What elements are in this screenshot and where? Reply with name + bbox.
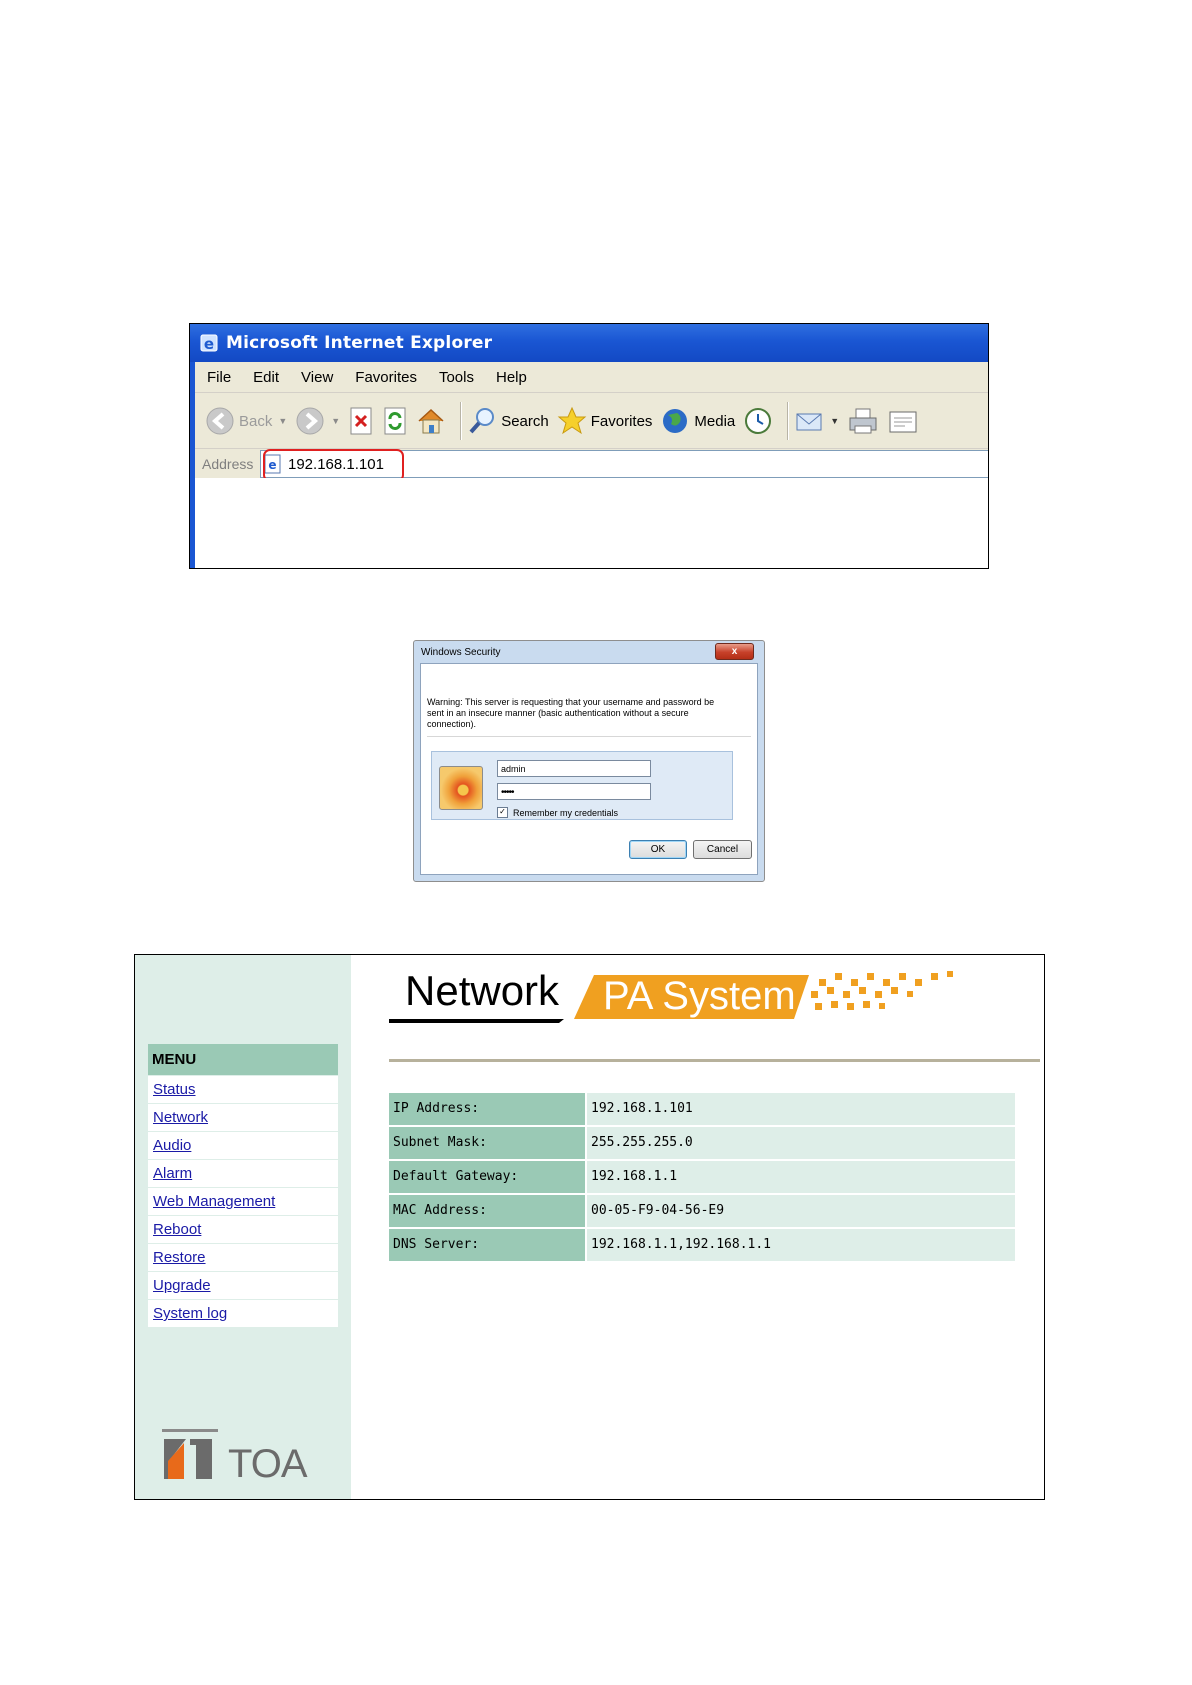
remember-label: Remember my credentials [513, 807, 619, 818]
media-button[interactable] [660, 406, 735, 436]
edit-page-icon [887, 406, 919, 436]
toolbar-separator [460, 402, 461, 440]
toolbar-separator [787, 402, 788, 440]
username-field[interactable]: admin [497, 760, 651, 777]
table-row [389, 1229, 1015, 1261]
menu-tools[interactable]: Tools [438, 368, 474, 386]
svg-text:e: e [268, 458, 277, 472]
page-content-area [195, 478, 988, 568]
history-button[interactable] [743, 406, 773, 436]
forward-button[interactable] [295, 406, 340, 436]
menu-link[interactable]: Restore [153, 1249, 206, 1266]
mac-address-label: MAC Address: [389, 1195, 585, 1227]
search-icon [467, 406, 497, 436]
sidebar-item-restore[interactable] [148, 1244, 338, 1271]
menu-link[interactable]: Alarm [153, 1165, 193, 1182]
mail-button[interactable] [794, 406, 839, 436]
menu-header: MENU [148, 1044, 338, 1075]
subnet-mask-value: 255.255.255.0 [587, 1127, 1015, 1159]
divider [427, 736, 751, 737]
favorites-button[interactable] [557, 406, 653, 436]
remember-checkbox[interactable]: ✓ [497, 807, 508, 818]
home-button[interactable] [416, 406, 446, 436]
media-label: Media [694, 412, 736, 430]
toolbar [195, 392, 988, 449]
stop-button[interactable] [348, 406, 374, 436]
toa-emblem-icon [162, 1429, 218, 1481]
sidebar-item-upgrade[interactable] [148, 1272, 338, 1299]
sidebar [135, 955, 351, 1499]
table-row [389, 1093, 1015, 1125]
pa-system-page [134, 954, 1045, 1500]
table-row [389, 1195, 1015, 1227]
ie-logo-icon [198, 332, 220, 354]
cancel-button[interactable]: Cancel [693, 840, 752, 859]
banner-network-text: Network [405, 967, 560, 1014]
mac-address-value: 00-05-F9-04-56-E9 [587, 1195, 1015, 1227]
print-button[interactable] [847, 406, 879, 436]
menu-file[interactable]: File [207, 368, 232, 386]
menu-link[interactable]: Network [153, 1109, 209, 1126]
menu-link[interactable]: Web Management [153, 1193, 276, 1210]
menu-link[interactable]: Reboot [153, 1221, 202, 1238]
forward-dropdown-icon[interactable]: ▼ [331, 416, 341, 426]
banner-pa-system-text: PA System [603, 974, 796, 1018]
address-value: 192.168.1.101 [288, 455, 384, 473]
mail-icon [794, 406, 824, 436]
window-title: Microsoft Internet Explorer [226, 333, 493, 353]
menu-help[interactable]: Help [496, 368, 527, 386]
forward-arrow-icon [295, 406, 325, 436]
remember-row [497, 807, 618, 818]
stop-icon [348, 406, 374, 436]
sidebar-item-system-log[interactable] [148, 1300, 338, 1327]
menu-favorites[interactable]: Favorites [355, 368, 417, 386]
default-gateway-label: Default Gateway: [389, 1161, 585, 1193]
menu-link[interactable]: Upgrade [153, 1277, 211, 1294]
ie-window [189, 323, 989, 569]
title-bar [190, 324, 988, 362]
header-rule [389, 1059, 1040, 1062]
table-row [389, 1161, 1015, 1193]
table-row [389, 1127, 1015, 1159]
globe-icon [660, 406, 690, 436]
dns-server-value: 192.168.1.1,192.168.1.1 [587, 1229, 1015, 1261]
svg-text:e: e [203, 335, 215, 353]
back-label: Back [239, 412, 273, 430]
menu-edit[interactable]: Edit [253, 368, 280, 386]
favorites-label: Favorites [590, 412, 653, 430]
network-pa-system-banner [389, 961, 989, 1023]
ip-address-label: IP Address: [389, 1093, 585, 1125]
refresh-button[interactable] [382, 406, 408, 436]
dns-server-label: DNS Server: [389, 1229, 585, 1261]
default-gateway-value: 192.168.1.1 [587, 1161, 1015, 1193]
menu-link[interactable]: Status [153, 1081, 196, 1098]
sidebar-item-audio[interactable] [148, 1132, 338, 1159]
star-icon [557, 406, 587, 436]
refresh-icon [382, 406, 408, 436]
credential-tile [431, 751, 733, 820]
menu-link[interactable]: Audio [153, 1137, 192, 1154]
sidebar-item-reboot[interactable] [148, 1216, 338, 1243]
banner-dot-pattern [811, 971, 953, 1010]
password-field[interactable]: ••••• [497, 783, 651, 800]
warning-text: Warning: This server is requesting that your username and password be sent in an insecure manner (basic authentication without a secure connection). [427, 697, 715, 729]
edit-button[interactable] [887, 406, 919, 436]
toa-logo [162, 1429, 307, 1486]
search-button[interactable] [467, 406, 549, 436]
mail-dropdown-icon[interactable]: ▼ [830, 416, 840, 426]
ip-address-value: 192.168.1.101 [587, 1093, 1015, 1125]
menu-list [148, 1076, 338, 1328]
subnet-mask-label: Subnet Mask: [389, 1127, 585, 1159]
menu-view[interactable]: View [301, 368, 334, 386]
back-arrow-icon [205, 406, 235, 436]
search-label: Search [501, 412, 549, 430]
ok-button[interactable]: OK [629, 840, 687, 859]
dialog-title: Windows Security [421, 647, 501, 658]
close-button[interactable]: x [715, 643, 754, 660]
user-avatar-icon [439, 766, 483, 810]
sidebar-item-network[interactable] [148, 1104, 338, 1131]
sidebar-item-alarm[interactable] [148, 1160, 338, 1187]
menu-bar [195, 362, 988, 392]
security-dialog [413, 640, 765, 882]
sidebar-item-web-management[interactable] [148, 1188, 338, 1215]
back-button[interactable] [205, 406, 287, 436]
home-icon [416, 406, 446, 436]
address-label: Address [202, 456, 254, 472]
history-clock-icon [743, 406, 773, 436]
menu-link[interactable]: System log [153, 1305, 228, 1322]
back-dropdown-icon[interactable]: ▼ [278, 416, 288, 426]
sidebar-item-status[interactable] [148, 1076, 338, 1103]
status-table [389, 1093, 1015, 1263]
printer-icon [847, 406, 879, 436]
toa-wordmark: TOA [228, 1442, 307, 1486]
